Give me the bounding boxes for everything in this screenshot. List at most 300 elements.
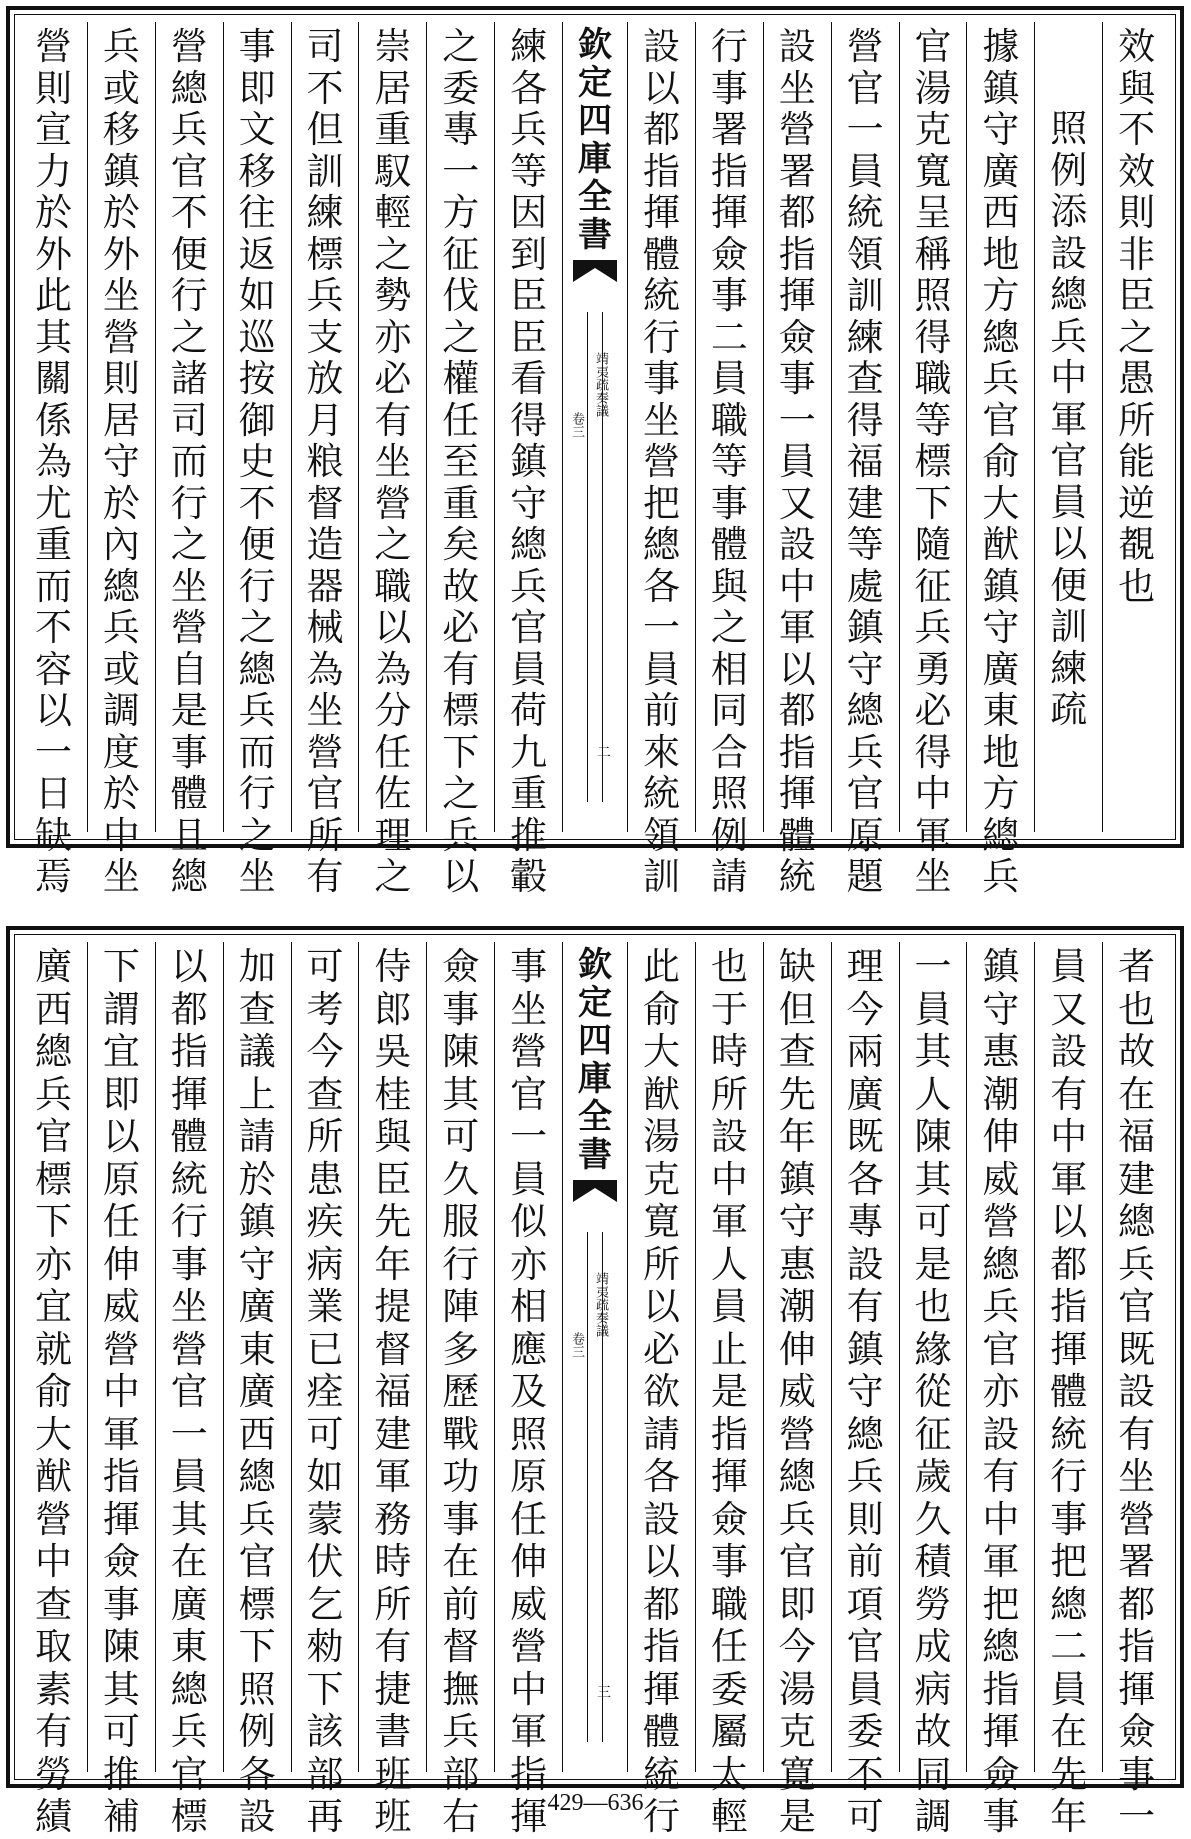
glyph: 書 bbox=[578, 1135, 612, 1175]
glyph: 潮 bbox=[778, 1285, 816, 1328]
glyph: 則 bbox=[102, 357, 140, 400]
glyph: 揮 bbox=[642, 1667, 680, 1711]
glyph: 湯 bbox=[778, 1667, 816, 1711]
glyph: 都 bbox=[1050, 1242, 1088, 1286]
glyph: 便 bbox=[170, 232, 208, 276]
glyph: 總 bbox=[510, 523, 548, 566]
glyph: 加 bbox=[238, 945, 276, 988]
glyph: 總 bbox=[238, 1455, 276, 1498]
glyph: 軍 bbox=[982, 1540, 1020, 1583]
glyph: 陳 bbox=[914, 1115, 952, 1158]
glyph: 惠 bbox=[778, 1242, 816, 1286]
glyph: 得 bbox=[510, 398, 548, 442]
glyph: 定 bbox=[578, 63, 612, 103]
glyph: 愚 bbox=[1118, 357, 1156, 400]
glyph: 照 bbox=[710, 772, 748, 815]
glyph: 勞 bbox=[34, 1752, 72, 1796]
glyph: 臣 bbox=[1118, 274, 1156, 317]
glyph: 宜 bbox=[102, 1030, 140, 1073]
text-column bbox=[291, 22, 359, 898]
glyph: 有 bbox=[34, 1710, 72, 1753]
glyph: 戰 bbox=[442, 1412, 480, 1456]
glyph: 兵 bbox=[102, 606, 140, 649]
text-column bbox=[426, 22, 494, 898]
glyph: 下 bbox=[442, 730, 480, 774]
glyph: 部 bbox=[442, 1752, 480, 1796]
glyph: 先 bbox=[778, 1072, 816, 1116]
glyph: 移 bbox=[238, 149, 276, 193]
glyph: 兵 bbox=[778, 1497, 816, 1541]
glyph: 兵 bbox=[238, 1497, 276, 1541]
glyph: 照 bbox=[510, 1412, 548, 1456]
glyph: 指 bbox=[710, 1412, 748, 1456]
glyph: 日 bbox=[34, 772, 72, 815]
glyph: 練 bbox=[1050, 646, 1088, 690]
glyph: 兵 bbox=[238, 689, 276, 732]
glyph: 伏 bbox=[306, 1540, 344, 1583]
glyph: 崇 bbox=[374, 25, 412, 68]
glyph: 專 bbox=[846, 1200, 884, 1243]
glyph: 又 bbox=[778, 481, 816, 525]
glyph: 一 bbox=[642, 606, 680, 649]
glyph: 揮 bbox=[710, 191, 748, 234]
glyph: 能 bbox=[1118, 440, 1156, 483]
glyph: 任 bbox=[374, 730, 412, 774]
glyph: 總 bbox=[982, 1625, 1020, 1668]
glyph: 署 bbox=[778, 149, 816, 193]
glyph: 任 bbox=[510, 1497, 548, 1541]
glyph: 體 bbox=[710, 523, 748, 566]
glyph: 坐 bbox=[374, 440, 412, 483]
glyph: 以 bbox=[778, 647, 816, 691]
glyph: 揮 bbox=[778, 772, 816, 815]
glyph: 伸 bbox=[778, 1327, 816, 1371]
glyph: 庫 bbox=[578, 1059, 612, 1099]
glyph: 患 bbox=[306, 1157, 344, 1201]
glyph: 一 bbox=[1118, 1795, 1156, 1838]
fold-volume: 卷三 bbox=[569, 412, 584, 438]
text-column bbox=[966, 22, 1034, 898]
glyph: 營 bbox=[982, 1200, 1020, 1243]
glyph: 請 bbox=[710, 855, 748, 898]
glyph: 為 bbox=[374, 647, 412, 691]
glyph: 體 bbox=[170, 772, 208, 815]
glyph: 征 bbox=[442, 232, 480, 276]
glyph: 揮 bbox=[642, 191, 680, 234]
glyph: 設 bbox=[778, 523, 816, 566]
center-fold bbox=[562, 942, 627, 1772]
glyph: 鎮 bbox=[982, 564, 1020, 608]
glyph: 指 bbox=[1118, 1625, 1156, 1668]
glyph: 設 bbox=[642, 25, 680, 68]
glyph: 軍 bbox=[1050, 397, 1088, 441]
glyph: 輕 bbox=[710, 1795, 748, 1838]
glyph: 下 bbox=[914, 481, 952, 525]
glyph: 揮 bbox=[510, 1795, 548, 1838]
glyph: 訓 bbox=[846, 274, 884, 317]
glyph: 以 bbox=[442, 855, 480, 898]
glyph: 東 bbox=[238, 1327, 276, 1371]
glyph: 提 bbox=[374, 1285, 412, 1328]
glyph: 西 bbox=[238, 1412, 276, 1456]
glyph: 練 bbox=[846, 315, 884, 359]
glyph: 僉 bbox=[982, 1752, 1020, 1796]
glyph: 兩 bbox=[846, 1030, 884, 1073]
glyph: 也 bbox=[1118, 564, 1156, 608]
glyph: 事 bbox=[710, 66, 748, 110]
glyph: 查 bbox=[778, 1030, 816, 1073]
glyph: 太 bbox=[710, 1752, 748, 1796]
glyph: 官 bbox=[170, 1752, 208, 1796]
glyph: 行 bbox=[442, 1242, 480, 1286]
glyph: 行 bbox=[238, 564, 276, 608]
glyph: 以 bbox=[1050, 1200, 1088, 1243]
glyph: 所 bbox=[306, 1115, 344, 1158]
glyph: 之 bbox=[374, 232, 412, 276]
glyph: 兵 bbox=[442, 1710, 480, 1753]
glyph: 伸 bbox=[982, 1115, 1020, 1158]
center-fold bbox=[562, 22, 627, 832]
glyph: 設 bbox=[1050, 1030, 1088, 1073]
glyph: 於 bbox=[102, 481, 140, 525]
glyph: 或 bbox=[102, 647, 140, 691]
glyph: 原 bbox=[510, 1455, 548, 1498]
glyph: 人 bbox=[914, 1072, 952, 1116]
glyph: 四 bbox=[578, 1021, 612, 1061]
glyph: 兵 bbox=[170, 108, 208, 151]
glyph: 重 bbox=[374, 108, 412, 151]
glyph: 僉 bbox=[710, 1497, 748, 1541]
glyph: 內 bbox=[102, 523, 140, 566]
glyph: 也 bbox=[1118, 987, 1156, 1031]
glyph: 該 bbox=[306, 1710, 344, 1753]
glyph: 外 bbox=[34, 232, 72, 276]
glyph: 猷 bbox=[34, 1455, 72, 1498]
glyph: 巡 bbox=[238, 315, 276, 359]
glyph: 移 bbox=[102, 108, 140, 151]
glyph: 重 bbox=[510, 772, 548, 815]
glyph: 一 bbox=[914, 945, 952, 988]
glyph: 總 bbox=[1050, 1582, 1088, 1626]
glyph: 史 bbox=[238, 440, 276, 483]
glyph: 總 bbox=[170, 66, 208, 110]
glyph: 標 bbox=[914, 440, 952, 483]
glyph: 乞 bbox=[306, 1582, 344, 1626]
glyph: 營 bbox=[510, 1625, 548, 1668]
glyph: 荷 bbox=[510, 689, 548, 732]
glyph: 官 bbox=[982, 1327, 1020, 1371]
glyph: 統 bbox=[642, 274, 680, 317]
glyph: 有 bbox=[1118, 1412, 1156, 1456]
glyph: 尤 bbox=[34, 481, 72, 525]
glyph: 伸 bbox=[510, 1540, 548, 1583]
glyph: 捷 bbox=[374, 1667, 412, 1711]
glyph: 必 bbox=[914, 689, 952, 732]
glyph: 一 bbox=[778, 398, 816, 442]
glyph: 蒙 bbox=[306, 1497, 344, 1541]
glyph: 一 bbox=[34, 730, 72, 774]
glyph: 訓 bbox=[306, 149, 344, 193]
glyph: 員 bbox=[778, 440, 816, 483]
glyph: 績 bbox=[34, 1795, 72, 1838]
glyph: 是 bbox=[170, 689, 208, 732]
glyph: 矣 bbox=[442, 523, 480, 566]
glyph: 素 bbox=[34, 1667, 72, 1711]
glyph: 官 bbox=[306, 772, 344, 815]
glyph: 軍 bbox=[710, 1200, 748, 1243]
text-column bbox=[20, 942, 87, 1838]
glyph: 一 bbox=[846, 108, 884, 151]
text-column bbox=[358, 22, 426, 898]
glyph: 中 bbox=[982, 1497, 1020, 1541]
glyph: 逆 bbox=[1118, 481, 1156, 525]
glyph: 有 bbox=[374, 398, 412, 442]
glyph: 例 bbox=[238, 1710, 276, 1753]
glyph: 之 bbox=[442, 772, 480, 815]
glyph: 勞 bbox=[914, 1582, 952, 1626]
glyph: 之 bbox=[374, 523, 412, 566]
glyph: 軍 bbox=[914, 813, 952, 857]
glyph: 止 bbox=[710, 1327, 748, 1371]
glyph: 於 bbox=[102, 772, 140, 815]
glyph: 不 bbox=[306, 66, 344, 110]
glyph: 業 bbox=[306, 1285, 344, 1328]
glyph: 添 bbox=[1050, 190, 1088, 233]
glyph: 必 bbox=[442, 606, 480, 649]
glyph: 事 bbox=[442, 1497, 480, 1541]
glyph: 各 bbox=[642, 1455, 680, 1498]
glyph: 營 bbox=[102, 315, 140, 359]
glyph: 佐 bbox=[374, 772, 412, 815]
glyph: 大 bbox=[34, 1412, 72, 1456]
glyph: 各 bbox=[846, 1157, 884, 1201]
glyph: 又 bbox=[1050, 987, 1088, 1031]
glyph: 官 bbox=[510, 606, 548, 649]
glyph: 事 bbox=[1050, 1497, 1088, 1541]
glyph: 總 bbox=[982, 813, 1020, 857]
glyph: 行 bbox=[170, 481, 208, 525]
glyph: 坐 bbox=[170, 1285, 208, 1328]
glyph: 指 bbox=[642, 1625, 680, 1668]
glyph: 西 bbox=[34, 987, 72, 1031]
glyph: 事 bbox=[442, 987, 480, 1031]
glyph: 寬 bbox=[914, 149, 952, 193]
glyph: 四 bbox=[578, 101, 612, 141]
glyph: 指 bbox=[642, 149, 680, 193]
glyph: 司 bbox=[170, 398, 208, 442]
glyph: 及 bbox=[510, 1370, 548, 1413]
glyph: 相 bbox=[710, 647, 748, 691]
glyph: 再 bbox=[306, 1795, 344, 1838]
glyph: 職 bbox=[710, 398, 748, 442]
glyph: 陳 bbox=[102, 1625, 140, 1668]
glyph: 守 bbox=[982, 108, 1020, 151]
glyph: 似 bbox=[510, 1200, 548, 1243]
glyph: 員 bbox=[846, 1667, 884, 1711]
glyph: 兵 bbox=[510, 108, 548, 151]
glyph: 湯 bbox=[914, 66, 952, 110]
glyph: 即 bbox=[778, 1582, 816, 1626]
glyph: 廣 bbox=[982, 149, 1020, 193]
glyph: 設 bbox=[982, 1412, 1020, 1456]
glyph: 之 bbox=[1118, 315, 1156, 359]
glyph: 標 bbox=[170, 1795, 208, 1838]
glyph: 事 bbox=[778, 357, 816, 400]
glyph: 俞 bbox=[642, 987, 680, 1031]
glyph: 兵 bbox=[102, 25, 140, 68]
glyph: 可 bbox=[306, 945, 344, 988]
glyph: 處 bbox=[846, 564, 884, 608]
glyph: 廣 bbox=[34, 945, 72, 988]
text-column bbox=[831, 22, 899, 898]
glyph: 督 bbox=[374, 1327, 412, 1371]
text-column bbox=[87, 22, 155, 898]
text-column-title bbox=[1034, 22, 1102, 832]
glyph: 守 bbox=[778, 1200, 816, 1243]
glyph: 其 bbox=[914, 1157, 952, 1201]
glyph: 中 bbox=[914, 772, 952, 815]
glyph: 外 bbox=[102, 232, 140, 276]
glyph: 理 bbox=[374, 813, 412, 857]
glyph: 鎮 bbox=[982, 945, 1020, 988]
glyph: 所 bbox=[642, 1242, 680, 1286]
glyph: 等 bbox=[914, 398, 952, 442]
glyph: 以 bbox=[374, 606, 412, 649]
glyph: 廣 bbox=[170, 1582, 208, 1626]
glyph: 員 bbox=[1050, 945, 1088, 988]
glyph: 之 bbox=[710, 606, 748, 649]
glyph: 領 bbox=[846, 232, 884, 276]
glyph: 指 bbox=[102, 1455, 140, 1498]
glyph: 把 bbox=[642, 481, 680, 525]
glyph: 二 bbox=[1050, 1625, 1088, 1668]
glyph: 其 bbox=[102, 1667, 140, 1711]
glyph: 員 bbox=[1050, 480, 1088, 524]
text-column bbox=[899, 22, 967, 898]
glyph: 職 bbox=[710, 1582, 748, 1626]
glyph: 官 bbox=[846, 1625, 884, 1668]
glyph: 等 bbox=[510, 149, 548, 193]
glyph: 福 bbox=[846, 440, 884, 483]
glyph: 鎮 bbox=[102, 149, 140, 193]
glyph: 官 bbox=[170, 1370, 208, 1413]
glyph: 議 bbox=[238, 1030, 276, 1073]
fish-tail-mark bbox=[573, 1180, 617, 1202]
glyph: 在 bbox=[1118, 1072, 1156, 1116]
glyph: 時 bbox=[374, 1540, 412, 1583]
glyph: 任 bbox=[710, 1625, 748, 1668]
glyph: 營 bbox=[778, 108, 816, 151]
glyph: 行 bbox=[170, 1200, 208, 1243]
glyph: 造 bbox=[306, 523, 344, 566]
glyph: 分 bbox=[374, 689, 412, 732]
glyph: 揮 bbox=[1118, 1667, 1156, 1711]
glyph: 焉 bbox=[34, 855, 72, 898]
text-column bbox=[494, 22, 562, 898]
text-column bbox=[627, 942, 695, 1838]
glyph: 或 bbox=[102, 66, 140, 110]
glyph: 員 bbox=[846, 149, 884, 193]
glyph: 守 bbox=[846, 647, 884, 691]
glyph: 官 bbox=[510, 1072, 548, 1116]
glyph: 補 bbox=[102, 1795, 140, 1838]
text-column bbox=[155, 22, 223, 898]
glyph: 勑 bbox=[306, 1625, 344, 1668]
glyph: 僉 bbox=[102, 1540, 140, 1583]
glyph: 以 bbox=[102, 1115, 140, 1158]
fold-header bbox=[563, 942, 627, 1174]
glyph: 有 bbox=[442, 647, 480, 691]
glyph: 亦 bbox=[510, 1242, 548, 1286]
glyph: 而 bbox=[34, 564, 72, 608]
glyph: 兵 bbox=[170, 1710, 208, 1753]
glyph: 總 bbox=[982, 315, 1020, 359]
glyph: 因 bbox=[510, 191, 548, 234]
glyph: 吳 bbox=[374, 1030, 412, 1073]
glyph: 方 bbox=[442, 191, 480, 234]
glyph: 轂 bbox=[510, 855, 548, 898]
glyph: 為 bbox=[306, 647, 344, 691]
glyph: 總 bbox=[1050, 273, 1088, 316]
glyph: 之 bbox=[238, 606, 276, 649]
glyph: 統 bbox=[170, 1157, 208, 1201]
glyph: 歷 bbox=[442, 1370, 480, 1413]
glyph: 官 bbox=[778, 1540, 816, 1583]
glyph: 行 bbox=[1050, 1455, 1088, 1498]
glyph: 大 bbox=[642, 1030, 680, 1073]
glyph: 設 bbox=[1118, 1370, 1156, 1413]
glyph: 而 bbox=[170, 440, 208, 483]
glyph: 兵 bbox=[914, 606, 952, 649]
glyph: 官 bbox=[1050, 439, 1088, 482]
text-column bbox=[763, 22, 831, 898]
glyph: 員 bbox=[1050, 1667, 1088, 1711]
glyph: 今 bbox=[846, 987, 884, 1031]
text-column bbox=[899, 942, 967, 1838]
top-page-columns bbox=[20, 22, 1170, 898]
glyph: 地 bbox=[982, 730, 1020, 774]
glyph: 庫 bbox=[578, 139, 612, 179]
glyph: 于 bbox=[710, 987, 748, 1031]
glyph: 臣 bbox=[374, 1157, 412, 1201]
glyph: 下 bbox=[238, 1625, 276, 1668]
glyph: 其 bbox=[34, 315, 72, 359]
glyph: 軍 bbox=[374, 1455, 412, 1498]
glyph: 有 bbox=[982, 1455, 1020, 1498]
glyph: 鎮 bbox=[982, 66, 1020, 110]
glyph: 寛 bbox=[778, 1752, 816, 1796]
glyph: 廣 bbox=[846, 1072, 884, 1116]
text-column bbox=[627, 22, 695, 898]
glyph: 行 bbox=[642, 1795, 680, 1838]
glyph: 所 bbox=[710, 1072, 748, 1116]
glyph: 之 bbox=[238, 813, 276, 857]
glyph: 查 bbox=[238, 987, 276, 1031]
text-column bbox=[87, 942, 155, 1838]
glyph: 建 bbox=[374, 1412, 412, 1456]
glyph: 推 bbox=[510, 813, 548, 857]
glyph: 任 bbox=[102, 1200, 140, 1243]
glyph: 官 bbox=[34, 1115, 72, 1158]
glyph: 營 bbox=[102, 1327, 140, 1371]
glyph: 調 bbox=[914, 1795, 952, 1838]
glyph: 械 bbox=[306, 606, 344, 649]
glyph: 事 bbox=[170, 1242, 208, 1286]
glyph: 寛 bbox=[642, 1200, 680, 1243]
glyph: 既 bbox=[846, 1115, 884, 1158]
glyph: 不 bbox=[238, 481, 276, 525]
glyph: 非 bbox=[1118, 232, 1156, 276]
